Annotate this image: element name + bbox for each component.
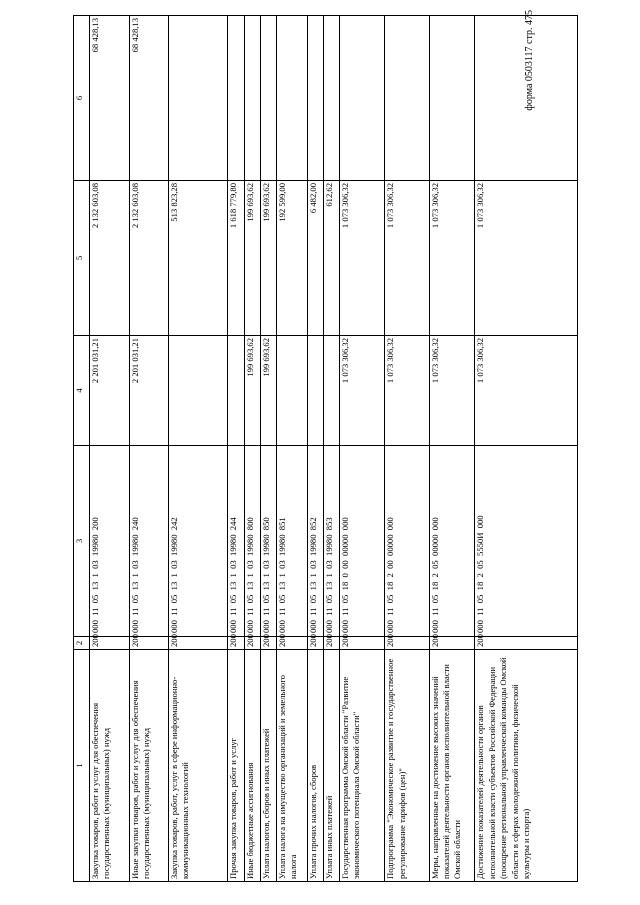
row-classification-code: 000 11 05 13 1 03 19980 852 [307,446,323,637]
row-line-code: 200 [129,637,168,650]
row-executed-amount: 199 693,62 [244,181,260,336]
row-line-code: 200 [429,637,475,650]
row-approved-amount: 1 073 306,32 [340,336,385,446]
row-unexecuted-amount [276,16,307,181]
row-unexecuted-amount [228,16,244,181]
row-name: Иные бюджетные ассигнования [244,650,260,882]
row-approved-amount [228,336,244,446]
table-row [168,16,228,882]
row-executed-amount: 6 482,00 [307,181,323,336]
table-row [340,16,385,882]
column-header: 1 [74,650,90,882]
row-name: Достижение показателей деятельности органов исполнительной власти субъектов Российской Федерации (поощрение региональной управленческой команды Омской области в сферах молодежной политики, физической культуры и спорта) [475,650,578,882]
row-line-code: 200 [307,637,323,650]
row-executed-amount: 1 618 779,80 [228,181,244,336]
table-row [244,16,260,882]
row-classification-code: 000 11 05 13 1 03 19980 200 [89,446,129,637]
row-name: Государственная программа Омской области "Развитие экономического потенциала Омской области" [340,650,385,882]
row-classification-code: 000 11 05 13 1 03 19980 850 [260,446,276,637]
row-unexecuted-amount: 68 428,13 [129,16,168,181]
row-approved-amount: 1 073 306,32 [385,336,429,446]
column-number-row [74,16,90,882]
row-classification-code: 000 11 05 18 2 05 00000 000 [429,446,475,637]
row-line-code: 200 [475,637,578,650]
table-row [89,16,129,882]
table-row [385,16,429,882]
row-name: Подпрограмма "Экономическое развитие и государственное регулирование тарифов (цен)" [385,650,429,882]
row-unexecuted-amount [385,16,429,181]
column-header: 3 [74,446,90,637]
row-unexecuted-amount [244,16,260,181]
row-line-code: 200 [244,637,260,650]
row-classification-code: 000 11 05 13 1 03 19980 800 [244,446,260,637]
rotated-report-table [73,16,578,882]
row-executed-amount: 192 599,00 [276,181,307,336]
row-name: Закупка товаров, работ, услуг в сфере информационно-коммуникационных технологий [168,650,228,882]
row-line-code: 200 [276,637,307,650]
row-approved-amount [168,336,228,446]
row-executed-amount: 612,62 [323,181,339,336]
row-name: Прочая закупка товаров, работ и услуг [228,650,244,882]
row-executed-amount: 1 073 306,32 [475,181,578,336]
row-line-code: 200 [228,637,244,650]
row-name: Уплата налога на имущество организаций и земельного налога [276,650,307,882]
row-approved-amount [323,336,339,446]
row-unexecuted-amount [340,16,385,181]
row-executed-amount: 1 073 306,32 [429,181,475,336]
column-header: 4 [74,336,90,446]
row-classification-code: 000 11 05 13 1 03 19980 240 [129,446,168,637]
table-row [228,16,244,882]
row-name: Уплата налогов, сборов и иных платежей [260,650,276,882]
row-name: Меры, направленные на достижение высоких значений показателей деятельности органов исполнительной власти Омской области [429,650,475,882]
table-row [260,16,276,882]
row-unexecuted-amount [429,16,475,181]
table-row [429,16,475,882]
row-classification-code: 000 11 05 13 1 03 19980 242 [168,446,228,637]
row-name: Уплата прочих налогов, сборов [307,650,323,882]
row-approved-amount: 1 073 306,32 [475,336,578,446]
row-executed-amount: 2 132 603,08 [129,181,168,336]
row-approved-amount: 199 693,62 [260,336,276,446]
row-approved-amount: 1 073 306,32 [429,336,475,446]
row-unexecuted-amount [323,16,339,181]
row-unexecuted-amount [260,16,276,181]
row-line-code: 200 [323,637,339,650]
row-unexecuted-amount [168,16,228,181]
row-executed-amount: 199 693,62 [260,181,276,336]
row-classification-code: 000 11 05 18 2 00 00000 000 [385,446,429,637]
column-header: 2 [74,637,90,650]
row-line-code: 200 [89,637,129,650]
row-line-code: 200 [340,637,385,650]
row-approved-amount [276,336,307,446]
row-executed-amount: 2 132 603,08 [89,181,129,336]
table-row [276,16,307,882]
expenditure-table [73,15,578,882]
row-classification-code: 000 11 05 18 0 00 00000 000 [340,446,385,637]
row-classification-code: 000 11 05 18 2 05 5550И 000 [475,446,578,637]
row-unexecuted-amount [475,16,578,181]
row-line-code: 200 [168,637,228,650]
row-classification-code: 000 11 05 13 1 03 19980 244 [228,446,244,637]
table-row [323,16,339,882]
row-executed-amount: 513 823,28 [168,181,228,336]
row-name: Уплата иных платежей [323,650,339,882]
row-line-code: 200 [260,637,276,650]
row-name: Иные закупки товаров, работ и услуг для обеспечения государственных (муниципальных) нужд [129,650,168,882]
row-approved-amount: 199 693,62 [244,336,260,446]
row-classification-code: 000 11 05 13 1 03 19980 851 [276,446,307,637]
column-header: 6 [74,16,90,181]
row-approved-amount: 2 201 031,21 [129,336,168,446]
row-name: Закупка товаров, работ и услуг для обеспечения государственных (муниципальных) нужд [89,650,129,882]
row-approved-amount: 2 201 031,21 [89,336,129,446]
row-classification-code: 000 11 05 13 1 03 19980 853 [323,446,339,637]
row-executed-amount: 1 073 306,32 [385,181,429,336]
row-unexecuted-amount [307,16,323,181]
row-unexecuted-amount: 68 428,13 [89,16,129,181]
row-executed-amount: 1 073 306,32 [340,181,385,336]
column-header: 5 [74,181,90,336]
table-row [475,16,578,882]
row-approved-amount [307,336,323,446]
table-row [307,16,323,882]
table-row [129,16,168,882]
row-line-code: 200 [385,637,429,650]
form-reference: форма 0503117 стр. 475 [524,10,535,111]
